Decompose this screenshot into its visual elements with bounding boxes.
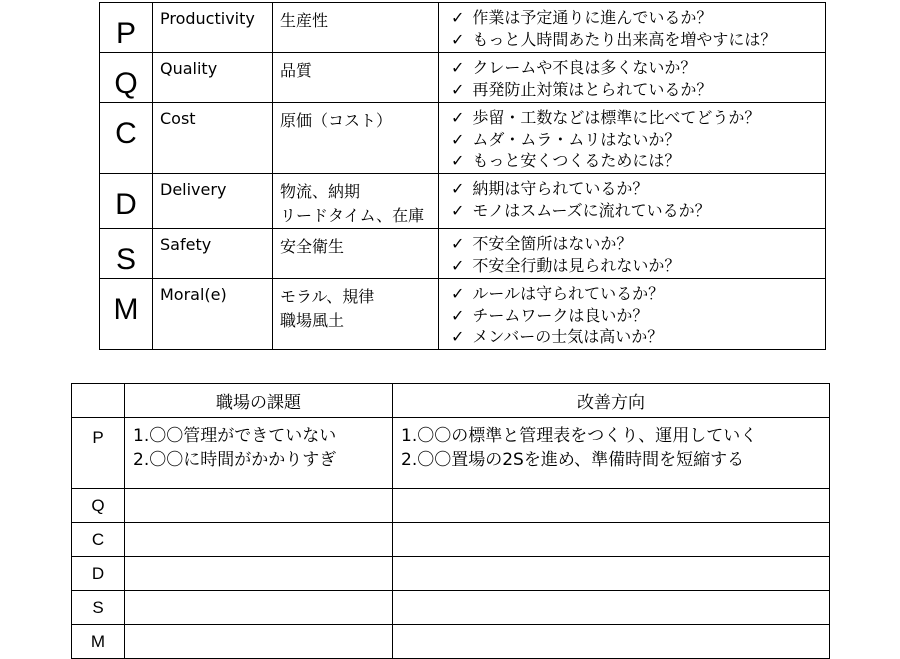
issue-line: 1.〇〇管理ができていない (133, 426, 337, 446)
improvement-cell-empty[interactable] (393, 557, 830, 591)
header-issues: 職場の課題 (125, 384, 393, 418)
category-english: Safety (153, 229, 273, 279)
checkpoint-item: ✓ 歩留・工数などは標準に比べてどうか？ (451, 107, 825, 129)
category-japanese (273, 279, 439, 350)
issues-row-blank (72, 625, 830, 659)
category-japanese (273, 229, 439, 279)
category-japanese-line: 安全衛生 (280, 237, 345, 256)
pqcdsm-row-s (100, 229, 826, 279)
workplace-issues-table (71, 383, 830, 659)
checkpoint-list (439, 229, 826, 279)
improvement-line: 1.〇〇の標準と管理表をつくり、運用していく (401, 426, 758, 446)
category-letter (100, 174, 153, 229)
category-japanese-line: 物流、納期 (280, 182, 361, 201)
pqcdsm-row-q (100, 53, 826, 103)
category-english: Moral(e) (153, 279, 273, 350)
category-letter-text: P (115, 17, 136, 50)
category-letter-text: S (115, 243, 136, 276)
category-japanese-line: 職場風土 (280, 311, 345, 330)
improvement-cell-empty[interactable] (393, 591, 830, 625)
category-letter (100, 229, 153, 279)
category-japanese-line: 生産性 (280, 11, 329, 30)
checkpoint-list (439, 3, 826, 53)
checkpoint-item: ✓ クレームや不良は多くないか？ (451, 57, 825, 79)
pqcdsm-row-m (100, 279, 826, 350)
category-letter (100, 103, 153, 174)
checkpoint-item: ✓ 作業は予定通りに進んでいるか？ (451, 7, 825, 29)
checkpoint-item: ✓ 不安全行動は見られないか？ (451, 255, 825, 277)
issues-row-p (72, 418, 830, 489)
pqcdsm-row-c (100, 103, 826, 174)
category-letter (100, 3, 153, 53)
category-letter-text: C (115, 117, 137, 150)
row-label-p: P (72, 418, 125, 489)
checkpoint-item: ✓ 納期は守られているか？ (451, 178, 825, 200)
category-japanese (273, 174, 439, 229)
checkpoint-item: ✓ もっと人時間あたり出来高を増やすには？ (451, 29, 825, 51)
improvement-cell-empty[interactable] (393, 489, 830, 523)
checkpoint-item: ✓ ルールは守られているか？ (451, 283, 825, 305)
checkpoint-item: ✓ モノはスムーズに流れているか？ (451, 200, 825, 222)
category-japanese (273, 3, 439, 53)
issues-cell-empty[interactable] (125, 489, 393, 523)
issues-cell-empty[interactable] (125, 523, 393, 557)
category-english: Cost (153, 103, 273, 174)
issue-line: 2.〇〇に時間がかかりすぎ (133, 450, 337, 470)
checkpoint-list (439, 279, 826, 350)
row-label: Q (72, 489, 125, 523)
issues-row-blank (72, 557, 830, 591)
checkpoint-item: ✓ もっと安くつくるためには？ (451, 150, 825, 172)
checkpoint-item: ✓ チームワークは良いか？ (451, 305, 825, 327)
pqcdsm-definition-table (99, 2, 826, 350)
category-english: Quality (153, 53, 273, 103)
category-japanese (273, 53, 439, 103)
pqcdsm-row-p (100, 3, 826, 53)
category-japanese-line: リードタイム、在庫 (280, 206, 425, 225)
issues-header-row (72, 384, 830, 418)
category-english: Productivity (153, 3, 273, 53)
category-english: Delivery (153, 174, 273, 229)
category-japanese (273, 103, 439, 174)
category-japanese-line: モラル、規律 (280, 287, 375, 306)
row-label: C (72, 523, 125, 557)
category-japanese-line: 原価（コスト） (280, 111, 393, 130)
checkpoint-list (439, 174, 826, 229)
row-label: S (72, 591, 125, 625)
category-letter-text: M (113, 293, 139, 326)
row-label: D (72, 557, 125, 591)
issues-row-blank (72, 489, 830, 523)
issues-cell-empty[interactable] (125, 591, 393, 625)
category-letter (100, 279, 153, 350)
improvement-cell-p[interactable] (393, 418, 830, 489)
header-improvement-direction: 改善方向 (393, 384, 830, 418)
issues-row-blank (72, 523, 830, 557)
pqcdsm-row-d (100, 174, 826, 229)
checkpoint-list (439, 53, 826, 103)
checkpoint-list (439, 103, 826, 174)
improvement-cell-empty[interactable] (393, 523, 830, 557)
checkpoint-item: ✓ ムダ・ムラ・ムリはないか？ (451, 129, 825, 151)
issues-cell-p[interactable] (125, 418, 393, 489)
checkpoint-item: ✓ 不安全箇所はないか？ (451, 233, 825, 255)
checkpoint-item: ✓ 再発防止対策はとられているか？ (451, 79, 825, 101)
issues-cell-empty[interactable] (125, 557, 393, 591)
checkpoint-item: ✓ メンバーの士気は高いか？ (451, 326, 825, 348)
category-letter-text: Q (114, 67, 138, 100)
header-blank-cell (72, 384, 125, 418)
issues-row-blank (72, 591, 830, 625)
issues-cell-empty[interactable] (125, 625, 393, 659)
improvement-line: 2.〇〇置場の2Sを進め、準備時間を短縮する (401, 450, 745, 470)
improvement-cell-empty[interactable] (393, 625, 830, 659)
category-letter (100, 53, 153, 103)
category-letter-text: D (115, 188, 137, 221)
row-label: M (72, 625, 125, 659)
category-japanese-line: 品質 (280, 61, 313, 80)
